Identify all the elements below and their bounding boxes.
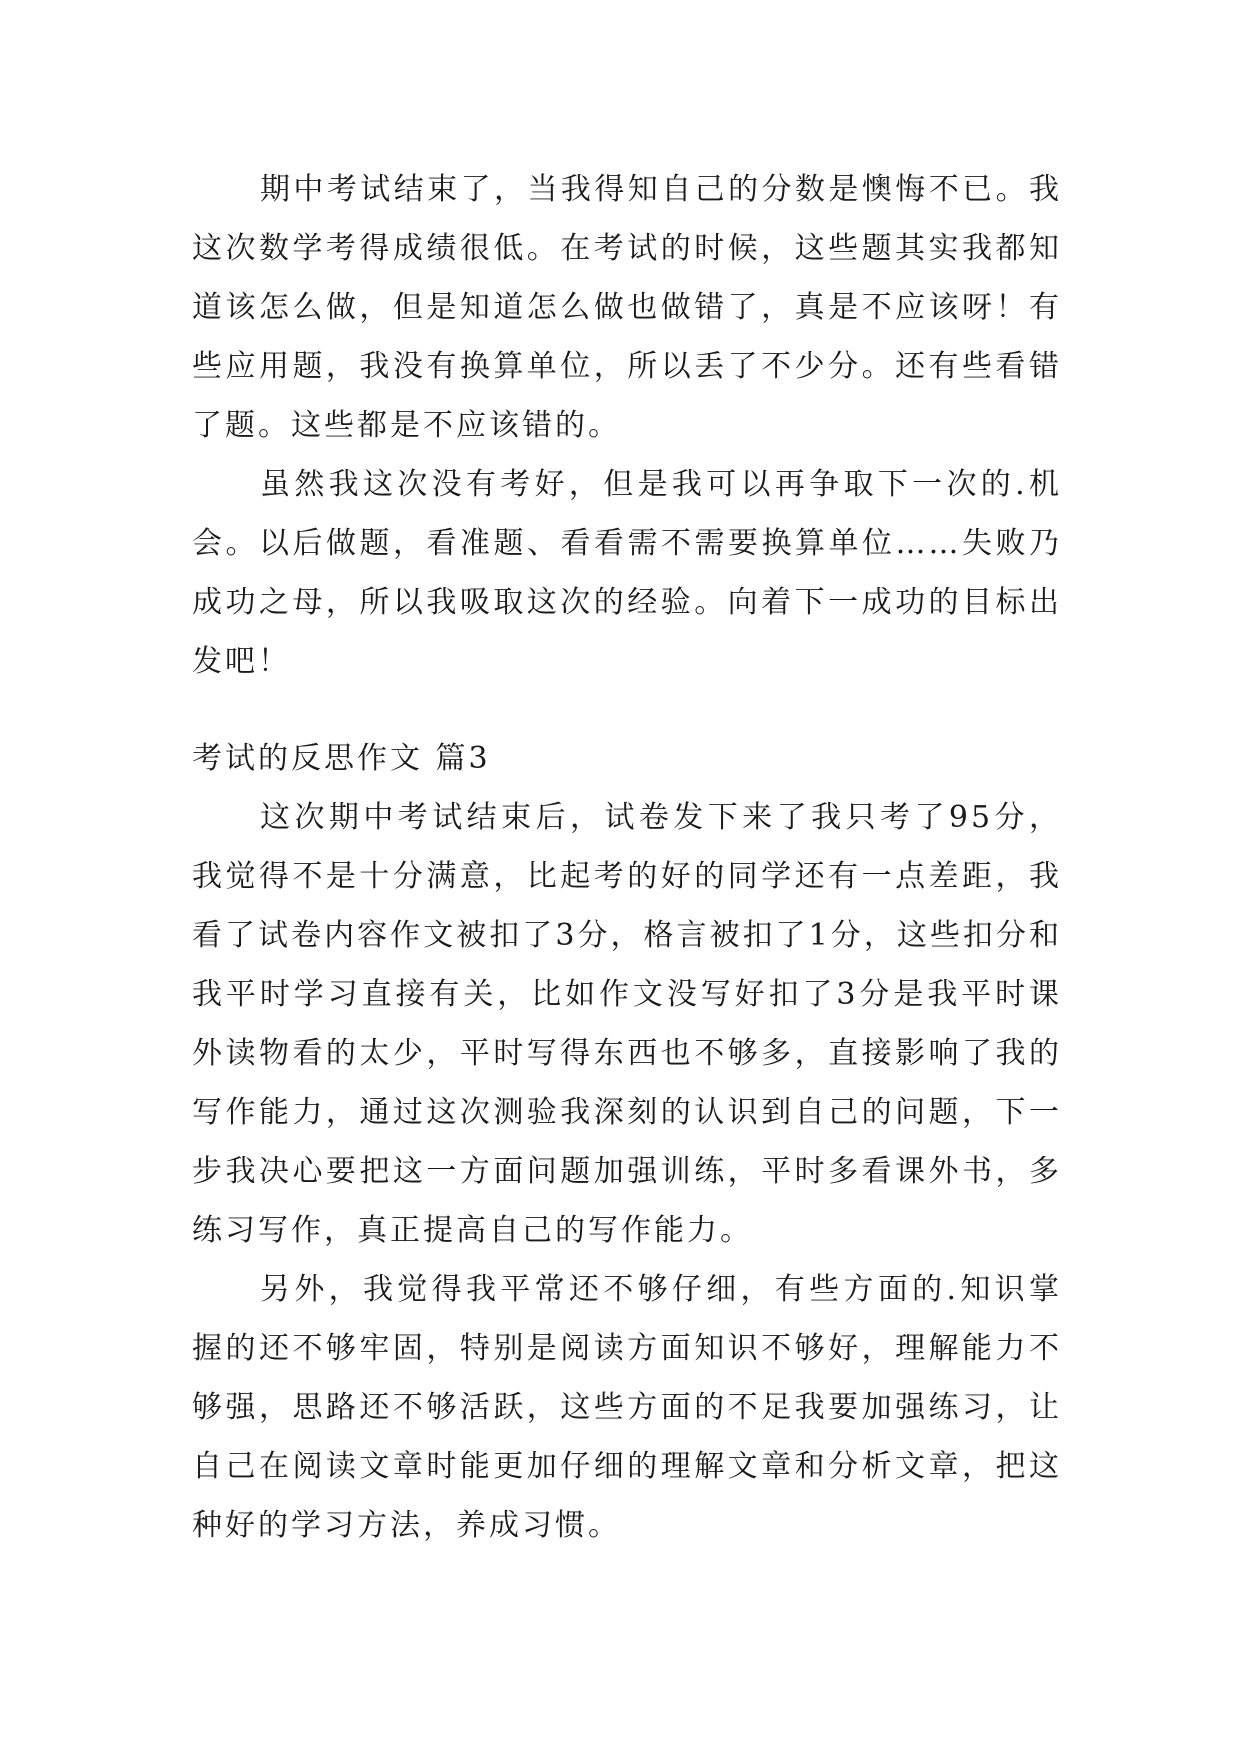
paragraph: 期中考试结束了，当我得知自己的分数是懊悔不已。我这次数学考得成绩很低。在考试的时候，这些题其实我都知道该怎么做，但是知道怎么做也做错了，真是不应该呀！有些应用题，我没有换算单位，所以丢了不少分。还有些看错了题。这些都是不应该错的。 bbox=[192, 172, 1062, 443]
document-body bbox=[192, 160, 1062, 1555]
paragraph: 另外，我觉得我平常还不够仔细，有些方面的.知识掌握的还不够牢固，特别是阅读方面知识不够好，理解能力不够强，思路还不够活跃，这些方面的不足我要加强练习，让自己在阅读文章时能更加仔细的理解文章和分析文章，把这种好的学习方法，养成习惯。 bbox=[192, 1272, 1062, 1543]
essay-heading: 考试的反思作文 篇3 bbox=[192, 741, 491, 776]
paragraph: 这次期中考试结束后，试卷发下来了我只考了95分，我觉得不是十分满意，比起考的好的同学还有一点差距，我看了试卷内容作文被扣了3分，格言被扣了1分，这些扣分和我平时学习直接有关，比如作文没写好扣了3分是我平时课外读物看的太少，平时写得东西也不够多，直接影响了我的写作能力，通过这次测验我深刻的认识到自己的问题，下一步我决心要把这一方面问题加强训练，平时多看课外书，多练习写作，真正提高自己的写作能力。 bbox=[192, 800, 1062, 1248]
paragraph: 虽然我这次没有考好，但是我可以再争取下一次的.机会。以后做题，看准题、看看需不需要换算单位……失败乃成功之母，所以我吸取这次的经验。向着下一成功的目标出发吧！ bbox=[192, 467, 1062, 679]
